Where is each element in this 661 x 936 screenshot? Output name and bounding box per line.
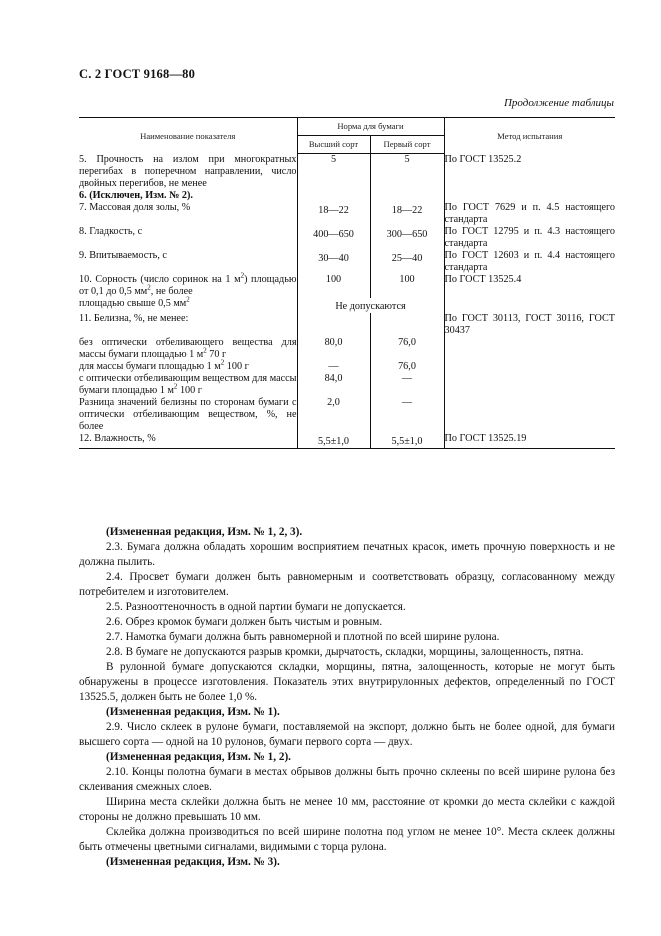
- paragraph: 2.8. В бумаге не допускаются разрыв кромки, дырчатость, складки, морщины, залощенность, пятна.: [106, 646, 584, 658]
- header-top-grade: Высший сорт: [297, 135, 370, 154]
- row-name: 6. (Исключен, Изм. № 2).: [79, 189, 193, 201]
- row-top-value: [297, 313, 370, 337]
- row-first-value: 76,0: [370, 337, 444, 361]
- row-method: [444, 397, 615, 433]
- row-top-value: [297, 190, 370, 202]
- table-row: [79, 397, 615, 433]
- row-name: Разница значений белизны по сторонам бумаги с оптически отбеливающим веществом, %, не более: [79, 396, 297, 432]
- row-top-value: 5,5±1,0: [297, 433, 370, 449]
- table-continuation-label: Продолжение таблицы: [503, 97, 614, 109]
- row-first-value: [370, 190, 444, 202]
- row-method: По ГОСТ 12795 и п. 4.3 настоящего стандарта: [444, 225, 615, 249]
- header-norm: Норма для бумаги: [297, 118, 444, 136]
- paragraph: 2.6. Обрез кромок бумаги должен быть чистым и ровным.: [106, 616, 383, 628]
- row-top-value: 2,0: [297, 397, 370, 433]
- table-row: [79, 154, 615, 190]
- row-method: [444, 298, 615, 313]
- row-name: 9. Впитываемость, с: [79, 249, 167, 261]
- row-first-value: 18—22: [370, 202, 444, 226]
- row-first-value: [370, 313, 444, 337]
- paragraph: 2.7. Намотка бумаги должна быть равномерной и плотной по всей ширине рулона.: [106, 631, 500, 643]
- row-top-value: 80,0: [297, 337, 370, 361]
- paragraph: Склейка должна производиться по всей ширине полотна под углом не менее 10°. Места склеек должны быть отмечены цветными сигналами, видимыми с торца рулона.: [79, 826, 615, 853]
- table-row: [79, 190, 615, 202]
- row-name: площадью свыше 0,5 $мм^2$: [79, 295, 190, 309]
- row-name: 11. Белизна, %, не менее:: [79, 312, 189, 324]
- specification-table: [79, 117, 615, 449]
- edit-note: (Измененная редакция, Изм. № 3).: [106, 856, 280, 868]
- row-method: По ГОСТ 12603 и п. 4.4 настоящего стандарта: [444, 249, 615, 273]
- paragraph: 2.4. Просвет бумаги должен быть равномерным и соответствовать образцу, согласованному между потребителем и изготовителем.: [79, 571, 615, 598]
- row-top-value: 400—650: [297, 226, 370, 250]
- row-name: 7. Массовая доля золы, %: [79, 201, 191, 213]
- row-first-value: 76,0: [370, 361, 444, 373]
- header-first-grade: Первый сорт: [370, 135, 444, 154]
- row-name: для массы бумаги площадью 1 $м^2$ 100 г: [79, 358, 249, 372]
- row-merged-value: Не допускаются: [297, 298, 444, 313]
- table-row: [79, 373, 615, 397]
- row-method: По ГОСТ 13525.19: [444, 433, 615, 449]
- row-first-value: 300—650: [370, 226, 444, 250]
- table-row: [79, 274, 615, 298]
- table-row: [79, 337, 615, 361]
- row-method: По ГОСТ 13525.4: [444, 274, 615, 298]
- paragraph: 2.5. Разнооттеночность в одной партии бумаги не допускается.: [106, 601, 406, 613]
- row-name: 5. Прочность на излом при многократных перегибах в поперечном направлении, число двойных перегибов, не менее: [79, 153, 297, 189]
- table-row: [79, 226, 615, 250]
- paragraph: 2.3. Бумага должна обладать хорошим восприятием печатных красок, иметь прочную поверхность и не должна пылить.: [79, 541, 615, 568]
- row-name: с оптически отбеливающим веществом для массы бумаги площадью 1 $м^2$ 100 г: [79, 372, 297, 396]
- row-method: По ГОСТ 7629 и п. 4.5 настоящего стандарта: [444, 201, 615, 225]
- row-top-value: 84,0: [297, 373, 370, 397]
- body-text: [79, 525, 615, 870]
- row-method: [444, 190, 615, 202]
- row-method: [444, 361, 615, 373]
- header-method: Метод испытания: [444, 118, 615, 154]
- table-row: [79, 361, 615, 373]
- row-top-value: —: [297, 361, 370, 373]
- row-first-value: 5,5±1,0: [370, 433, 444, 449]
- row-first-value: 5: [370, 154, 444, 190]
- table-row: [79, 433, 615, 449]
- row-name: без оптически отбеливающего вещества для массы бумаги площадью 1 $м^2$ 70 г: [79, 336, 297, 360]
- row-first-value: —: [370, 397, 444, 433]
- row-method: [444, 337, 615, 361]
- table-row: [79, 250, 615, 274]
- paragraph: 2.9. Число склеек в рулоне бумаги, поставляемой на экспорт, должно быть не более одной, для бумаги высшего сорта — одной на 10 рулонов, бумаги первого сорта — двух.: [79, 721, 615, 748]
- edit-note: (Измененная редакция, Изм. № 1, 2, 3).: [106, 526, 303, 538]
- row-method: По ГОСТ 30113, ГОСТ 30116, ГОСТ 30437: [444, 312, 615, 336]
- paragraph: В рулонной бумаге допускаются складки, морщины, пятна, залощенность, которые не могут быть обнаружены в процессе изготовления. Показатель этих внутрирулонных дефектов, определенный по ГОСТ 13525.5, должен быть не более 1,0 %.: [79, 661, 615, 703]
- table-row: [79, 202, 615, 226]
- edit-note: (Измененная редакция, Изм. № 1, 2).: [106, 751, 291, 763]
- row-top-value: 100: [297, 274, 370, 298]
- row-method: [444, 373, 615, 397]
- row-top-value: 30—40: [297, 250, 370, 274]
- header-indicator-name: Наименование показателя: [79, 118, 297, 154]
- table-row: [79, 313, 615, 337]
- row-first-value: —: [370, 373, 444, 397]
- row-first-value: 100: [370, 274, 444, 298]
- row-method: По ГОСТ 13525.2: [444, 154, 615, 190]
- row-name: 8. Гладкость, с: [79, 225, 143, 237]
- row-name: 12. Влажность, %: [79, 433, 297, 449]
- table-row: [79, 298, 615, 313]
- edit-note: (Измененная редакция, Изм. № 1).: [106, 706, 280, 718]
- paragraph: Ширина места склейки должна быть не менее 10 мм, расстояние от кромки до места склейки с каждой стороны не должно превышать 10 мм.: [79, 796, 615, 823]
- row-top-value: 5: [297, 154, 370, 190]
- row-first-value: 25—40: [370, 250, 444, 274]
- page-header: С. 2 ГОСТ 9168—80: [79, 67, 196, 81]
- row-top-value: 18—22: [297, 202, 370, 226]
- paragraph: 2.10. Концы полотна бумаги в местах обрывов должны быть прочно склеены по всей ширине рулона без склеивания смежных слоев.: [79, 766, 615, 793]
- row-name: 10. Сорность (число соринок на 1 $м^2$) площадью от 0,1 до 0,5 $мм^2$, не более: [79, 271, 297, 297]
